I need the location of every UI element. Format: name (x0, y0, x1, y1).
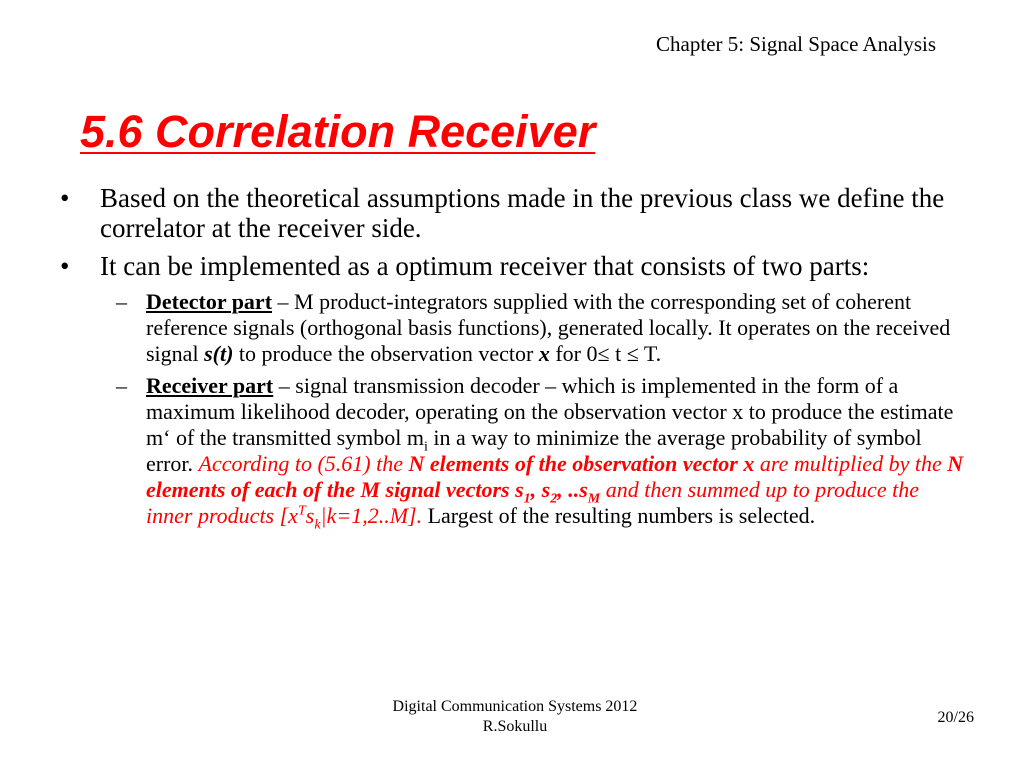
signal-symbol: s(t) (204, 341, 234, 366)
bullet-item (60, 251, 970, 281)
dash-icon: – (116, 289, 127, 314)
superscript: T (297, 503, 306, 519)
red-text: According to (5.61) the (198, 451, 409, 476)
subscript: 1 (523, 491, 531, 507)
detector-term: Detector part (146, 289, 273, 314)
slide-body (60, 183, 970, 535)
red-bold-text: N elements of each of the M signal vectors s (146, 451, 964, 502)
receiver-text: Largest of the resulting numbers is selected. (422, 503, 816, 528)
subscript: i (424, 439, 428, 455)
red-text: |k=1,2..M]. (320, 503, 423, 528)
footer-author: R.Sokullu (482, 718, 548, 735)
page-number: 20/26 (937, 709, 974, 726)
receiver-text: in a way to minimize the average probability of symbol error. (146, 425, 922, 476)
bullet-text: Based on the theoretical assumptions made in the previous class we define the correlator at the receiver side. (100, 183, 945, 243)
bullet-item (60, 183, 970, 243)
receiver-text: – signal transmission decoder – which is implemented in the form of a maximum likelihood decoder, operating on the observation vector x to produce the estimate m‘ of the transmitted symbol m (146, 373, 954, 450)
subscript: 2 (550, 491, 558, 507)
red-bold-text: , s (530, 477, 551, 502)
subscript: k (314, 517, 321, 533)
bullet-dot-icon: • (60, 183, 70, 213)
red-text: s (305, 503, 315, 528)
chapter-header: Chapter 5: Signal Space Analysis (656, 32, 936, 56)
sub-bullet-receiver (60, 373, 970, 533)
receiver-term: Receiver part (146, 373, 274, 398)
vector-symbol: x (538, 341, 550, 366)
sub-bullet-detector (60, 289, 970, 367)
detector-text: – M product-integrators supplied with the corresponding set of coherent reference signals (orthogonal basis functions), generated locally. It operates on the received signal (146, 289, 951, 366)
footer (0, 697, 1024, 737)
red-text: and then summed up to produce the inner products [x (146, 477, 919, 528)
red-text: are multiplied by the (754, 451, 948, 476)
bullet-text: It can be implemented as a optimum receiver that consists of two parts: (100, 251, 870, 281)
subscript: M (587, 491, 601, 507)
bullet-dot-icon: • (60, 251, 70, 281)
red-bold-text: N elements of the observation vector x (408, 451, 755, 476)
detector-text: to produce the observation vector (233, 341, 539, 366)
dash-icon: – (116, 373, 127, 398)
detector-text: for 0≤ t ≤ T. (549, 341, 662, 366)
footer-course: Digital Communication Systems 2012 (392, 698, 638, 715)
slide-title: 5.6 Correlation Receiver (80, 106, 596, 157)
red-bold-text: , ..s (557, 477, 588, 502)
